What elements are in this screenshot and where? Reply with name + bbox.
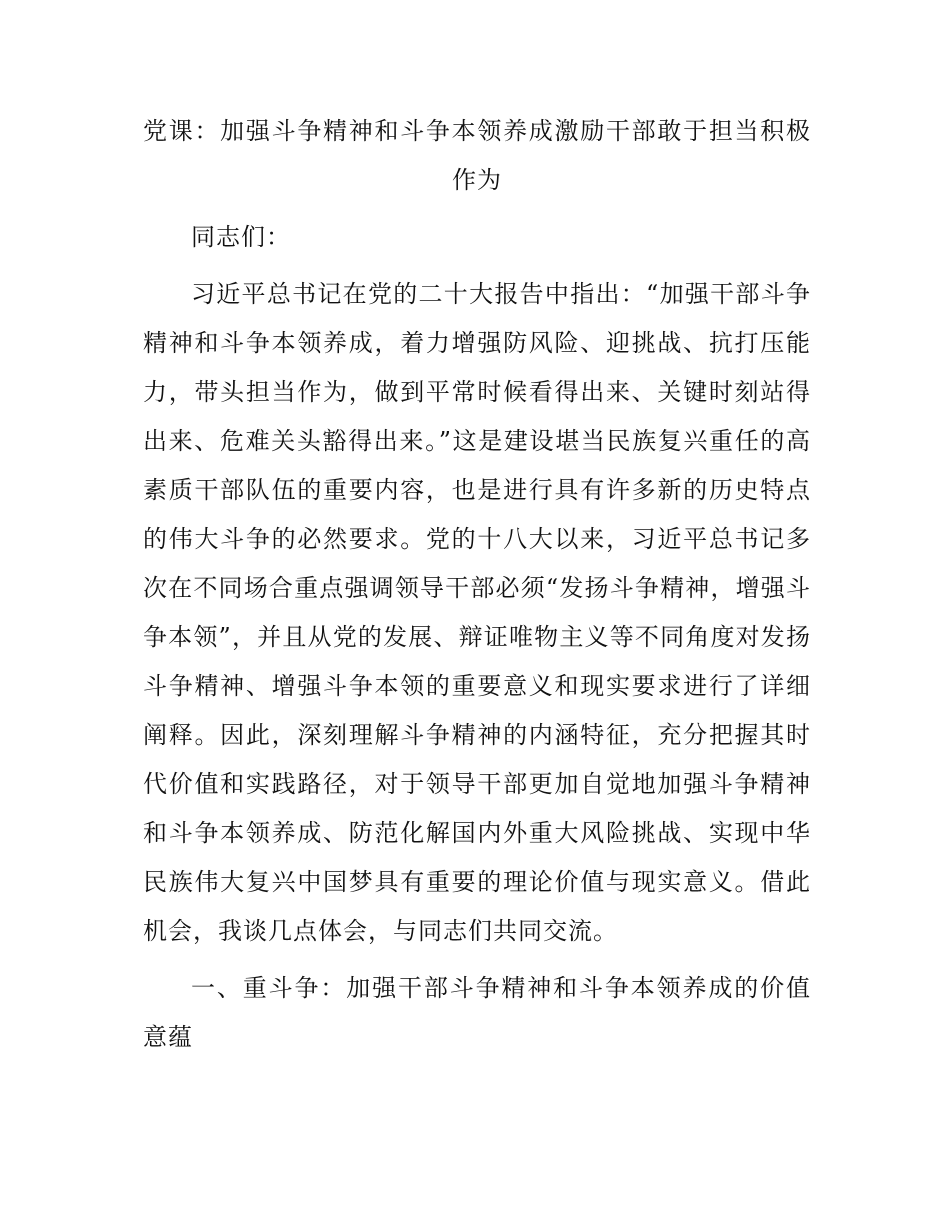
document-title: 党课：加强斗争精神和斗争本领养成激励干部敢于担当积极作为 <box>143 117 811 194</box>
document-body <box>143 107 811 1070</box>
body-paragraph: 习近平总书记在党的二十大报告中指出：“加强干部斗争精神和斗争本领养成，着力增强防风险、迎挑战、抗打压能力，带头担当作为，做到平常时候看得出来、关键时刻站得出来、危难关头豁得出来。”这是建设堪当民族复兴重任的高素质干部队伍的重要内容，也是进行具有许多新的历史特点的伟大斗争的必然要求。党的十八大以来，习近平总书记多次在不同场合重点强调领导干部必须“发扬斗争精神，增强斗争本领”，并且从党的发展、辩证唯物主义等不同角度对发扬斗争精神、增强斗争本领的重要意义和现实要求进行了详细阐释。因此，深刻理解斗争精神的内涵特征，充分把握其时代价值和实践路径，对于领导干部更加自觉地加强斗争精神和斗争本领养成、防范化解国内外重大风险挑战、实现中华民族伟大复兴中国梦具有重要的理论价值与现实意义。借此机会，我谈几点体会，与同志们共同交流。 <box>143 280 811 945</box>
salutation: 同志们： <box>191 223 291 251</box>
section-heading: 一、重斗争：加强干部斗争精神和斗争本领养成的价值意蕴 <box>143 974 811 1051</box>
